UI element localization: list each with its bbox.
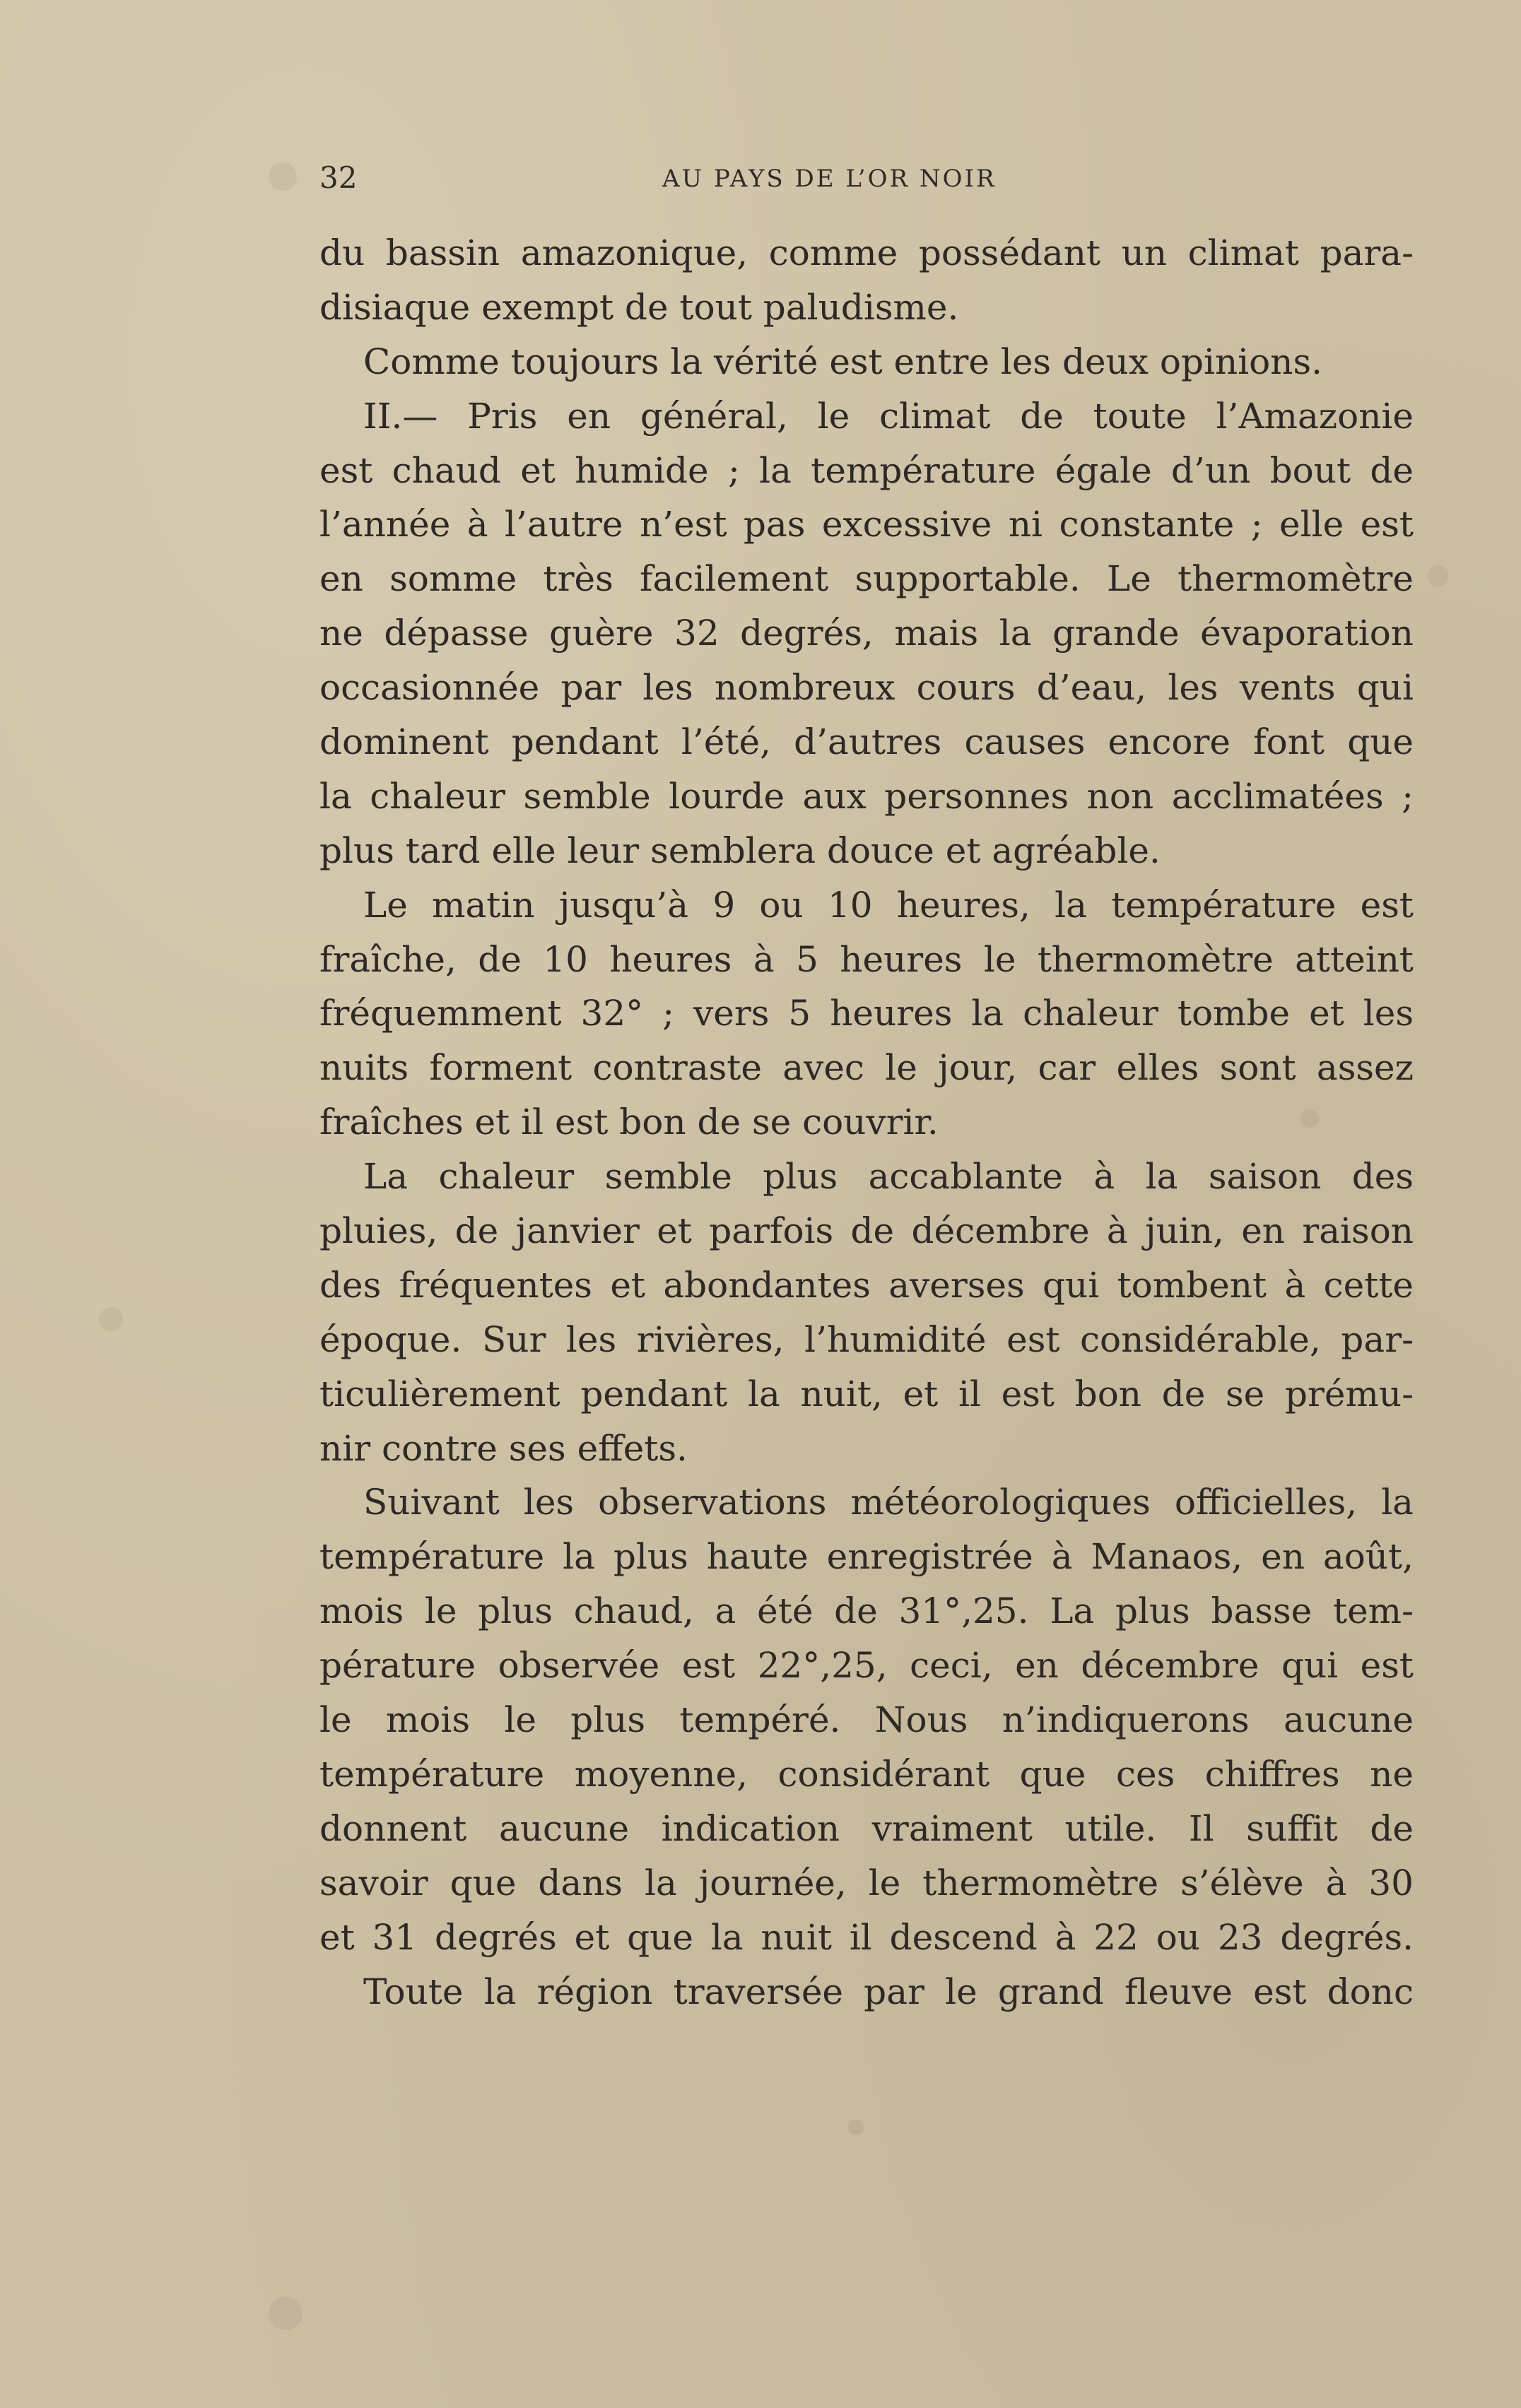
text-line: plus tard elle leur semblera douce et agréable. [319,830,1161,871]
text-line: nir contre ses effets. [319,1427,688,1469]
text-line: température la plus haute enregistrée à Manaos, en août, [319,1536,1414,1578]
text-line: nuits forment contraste avec le jour, car elles sont assez [319,1047,1414,1089]
paper-foxing [269,2296,303,2330]
text-line: donnent aucune indication vraiment utile. Il suffit de [319,1807,1414,1849]
text-line: occasionnée par les nombreux cours d’eau, les vents qui [319,667,1414,709]
text-line: dominent pendant l’été, d’autres causes encore font que [319,721,1414,763]
text-line: époque. Sur les rivières, l’humidité est considérable, par- [319,1318,1414,1360]
text-line: du bassin amazonique, comme possédant un climat para- [319,232,1414,273]
text-line: la chaleur semble lourde aux personnes non acclimatées ; [319,775,1414,817]
text-line: ticulièrement pendant la nuit, et il est bon de se prému- [319,1373,1414,1415]
page-header [319,157,1414,206]
text-line: pluies, de janvier et parfois de décembre à juin, en raison [319,1210,1414,1252]
text-line: le mois le plus tempéré. Nous n’indiquerons aucune [319,1699,1414,1741]
page-number: 32 [319,160,358,195]
paper-foxing [269,163,297,191]
body-text [319,226,1414,2019]
paper-foxing [99,1307,123,1331]
paper-foxing [1428,565,1449,586]
text-line: Le matin jusqu’à 9 ou 10 heures, la température est [363,884,1414,926]
text-line: pérature observée est 22°,25, ceci, en décembre qui est [319,1645,1414,1687]
running-title: AU PAYS DE L’OR NOIR [662,165,997,193]
paper-foxing [848,2120,864,2135]
text-line: Suivant les observations météorologiques officielles, la [363,1482,1414,1523]
text-line: Toute la région traversée par le grand fleuve est donc [363,1971,1414,2012]
text-line: température moyenne, considérant que ces chiffres ne [319,1753,1414,1795]
text-line: mois le plus chaud, a été de 31°,25. La plus basse tem- [319,1590,1414,1632]
text-line: et 31 degrés et que la nuit il descend à 22 ou 23 degrés. [319,1916,1414,1958]
text-line: disiaque exempt de tout paludisme. [319,286,959,328]
text-line: II.— Pris en général, le climat de toute l’Amazonie [363,395,1414,437]
text-line: La chaleur semble plus accablante à la saison des [363,1156,1414,1198]
text-line: fraîche, de 10 heures à 5 heures le thermomètre atteint [319,938,1414,980]
text-line: fraîches et il est bon de se couvrir. [319,1102,939,1143]
text-line: ne dépasse guère 32 degrés, mais la grande évaporation [319,613,1414,654]
text-line: est chaud et humide ; la température égale d’un bout de [319,449,1414,491]
text-line: Comme toujours la vérité est entre les deux opinions. [363,341,1323,382]
text-line: des fréquentes et abondantes averses qui tombent à cette [319,1264,1414,1306]
text-line: fréquemment 32° ; vers 5 heures la chaleur tombe et les [319,993,1414,1034]
text-line: l’année à l’autre n’est pas excessive ni constante ; elle est [319,504,1414,545]
text-line: en somme très facilement supportable. Le thermomètre [319,558,1414,600]
text-line: savoir que dans la journée, le thermomètre s’élève à 30 [319,1862,1414,1904]
